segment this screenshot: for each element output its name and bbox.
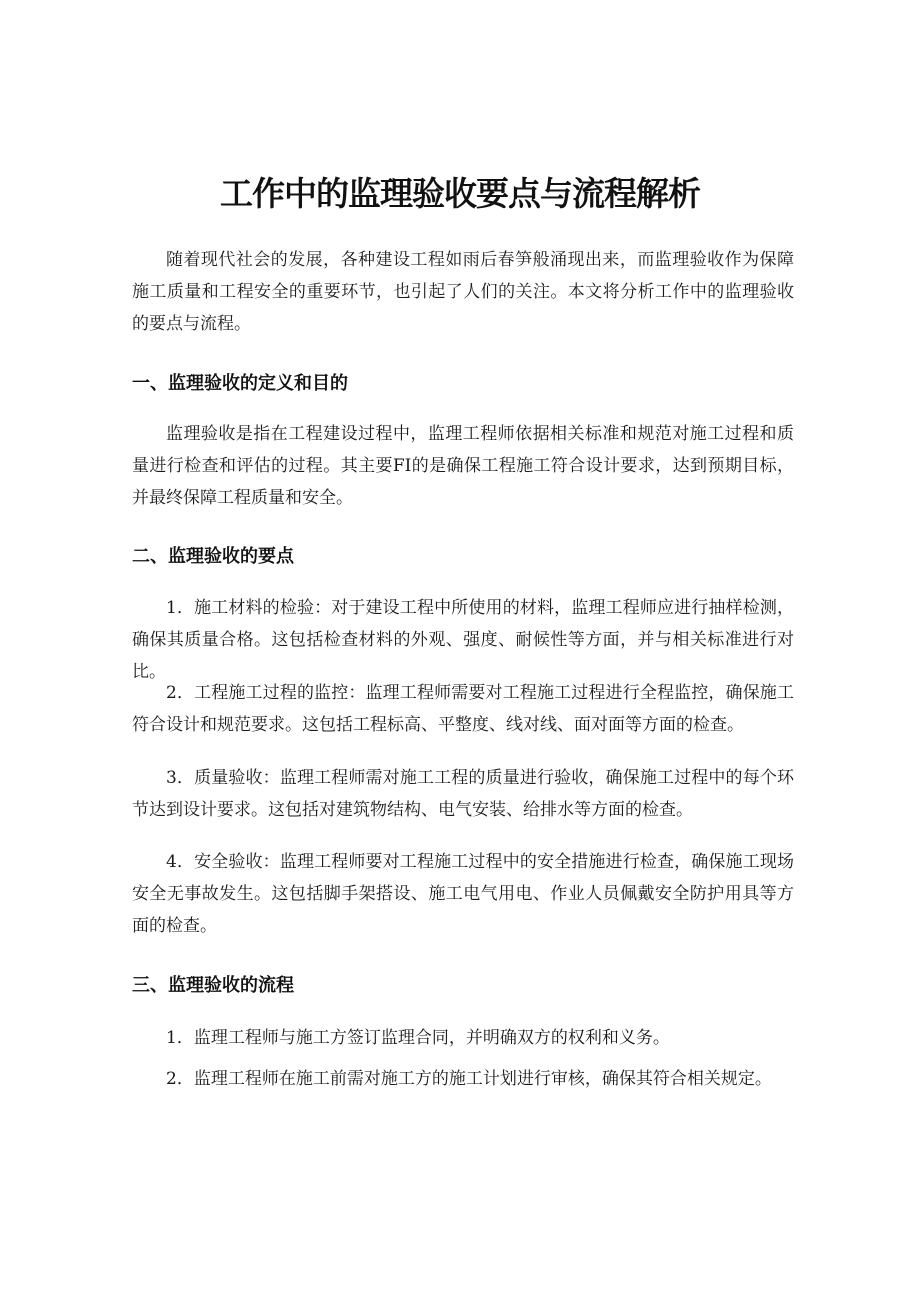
intro-paragraph: 随着现代社会的发展，各种建设工程如雨后春笋般涌现出来，而监理验收作为保障施工质量和工程安全的重要环节，也引起了人们的关注。本文将分析工作中的监理验收的要点与流程。 (132, 250, 794, 334)
key-point-safety-acceptance: 4．安全验收：监理工程师要对工程施工过程中的安全措施进行检查，确保施工现场安全无事故发生。这包括脚手架搭设、施工电气用电、作业人员佩戴安全防护用具等方面的检查。 (132, 852, 794, 936)
key-point-materials: 1．施工材料的检验：对于建设工程中所使用的材料，监理工程师应进行抽样检测，确保其质量合格。这包括检查材料的外观、强度、耐候性等方面，并与相关标准进行对比。 (132, 598, 794, 682)
process-step-1: 1．监理工程师与施工方签订监理合同，并明确双方的权利和义务。 (166, 1028, 670, 1048)
section-heading-definition: 一、监理验收的定义和目的 (132, 373, 348, 394)
key-point-process-monitoring: 2．工程施工过程的监控：监理工程师需要对工程施工过程进行全程监控，确保施工符合设计和规范要求。这包括工程标高、平整度、线对线、面对面等方面的检查。 (132, 683, 794, 735)
section-heading-process: 三、监理验收的流程 (132, 975, 294, 996)
key-point-quality-acceptance: 3．质量验收：监理工程师需对施工工程的质量进行验收，确保施工过程中的每个环节达到设计要求。这包括对建筑物结构、电气安装、给排水等方面的检查。 (132, 768, 794, 820)
section-heading-key-points: 二、监理验收的要点 (132, 546, 294, 567)
definition-paragraph: 监理验收是指在工程建设过程中，监理工程师依据相关标准和规范对施工过程和质量进行检查和评估的过程。其主要FI的是确保工程施工符合设计要求，达到预期目标，并最终保障工程质量和安全。 (132, 424, 794, 508)
process-step-2: 2．监理工程师在施工前需对施工方的施工计划进行审核，确保其符合相关规定。 (166, 1069, 772, 1089)
document-title: 工作中的监理验收要点与流程解析 (220, 174, 700, 213)
